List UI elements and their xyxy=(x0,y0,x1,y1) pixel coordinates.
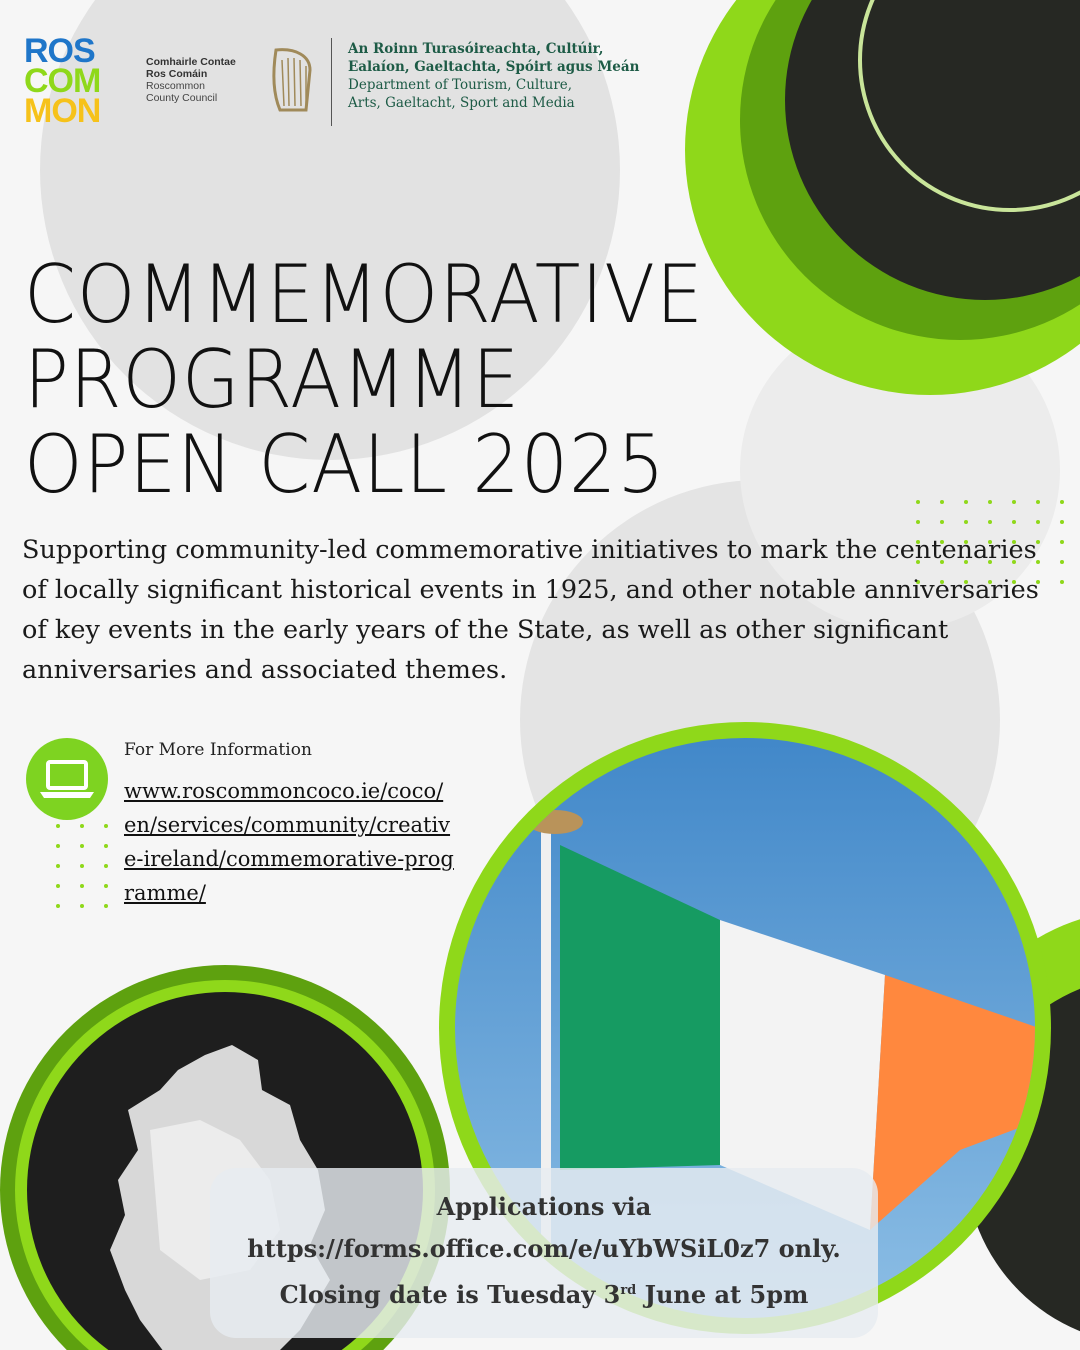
title-line-1: COMMEMORATIVE xyxy=(24,248,704,341)
title-line-3: OPEN CALL 2025 xyxy=(24,418,666,511)
harp-icon xyxy=(266,46,316,118)
closing-date xyxy=(210,1270,878,1316)
logo-divider xyxy=(331,38,332,126)
dept-english-line-2: Arts, Gaeltacht, Sport and Media xyxy=(348,95,575,111)
logo-row-3: MON xyxy=(24,92,101,130)
page-title xyxy=(24,248,704,511)
closing-date-sup: rd xyxy=(620,1283,637,1298)
council-line-1: Comhairle Contae xyxy=(146,56,236,68)
closing-date-post: June at 5pm xyxy=(636,1280,809,1309)
roscommon-logo xyxy=(24,32,101,130)
dept-irish-line-2: Ealaíon, Gaeltachta, Spóirt agus Meán xyxy=(348,59,640,75)
title-line-2: PROGRAMME xyxy=(24,333,521,426)
council-line-2: Ros Comáin xyxy=(146,68,208,80)
dept-irish-line-1: An Roinn Turasóireachta, Cultúir, xyxy=(348,41,604,57)
logo-row-1: ROS xyxy=(24,32,95,70)
applications-link[interactable]: https://forms.office.com/e/uYbWSiL0z7 only. xyxy=(247,1234,841,1263)
laptop-badge xyxy=(26,738,108,820)
info-link[interactable]: www.roscommoncoco.ie/coco/en/services/community/creative-ireland/commemorative-programme/ xyxy=(124,779,454,905)
info-label: For More Information xyxy=(124,740,312,760)
logo-row-2: COM xyxy=(24,62,101,100)
council-name xyxy=(146,56,236,104)
description: Supporting community-led commemorative initiatives to mark the centenaries of locally significant historical events in 1925, and other notable anniversaries of key events in the early years of the State, as well as other significant anniversaries and associated themes. xyxy=(22,535,1039,685)
department-name xyxy=(348,40,639,112)
council-line-3: Roscommon xyxy=(146,80,205,92)
laptop-icon xyxy=(26,738,108,820)
closing-date-pre: Closing date is Tuesday 3 xyxy=(279,1280,621,1309)
council-line-4: County Council xyxy=(146,92,218,104)
applications-line-1: Applications via xyxy=(436,1192,652,1221)
applications-text xyxy=(210,1186,878,1316)
dept-english-line-1: Department of Tourism, Culture, xyxy=(348,77,573,93)
